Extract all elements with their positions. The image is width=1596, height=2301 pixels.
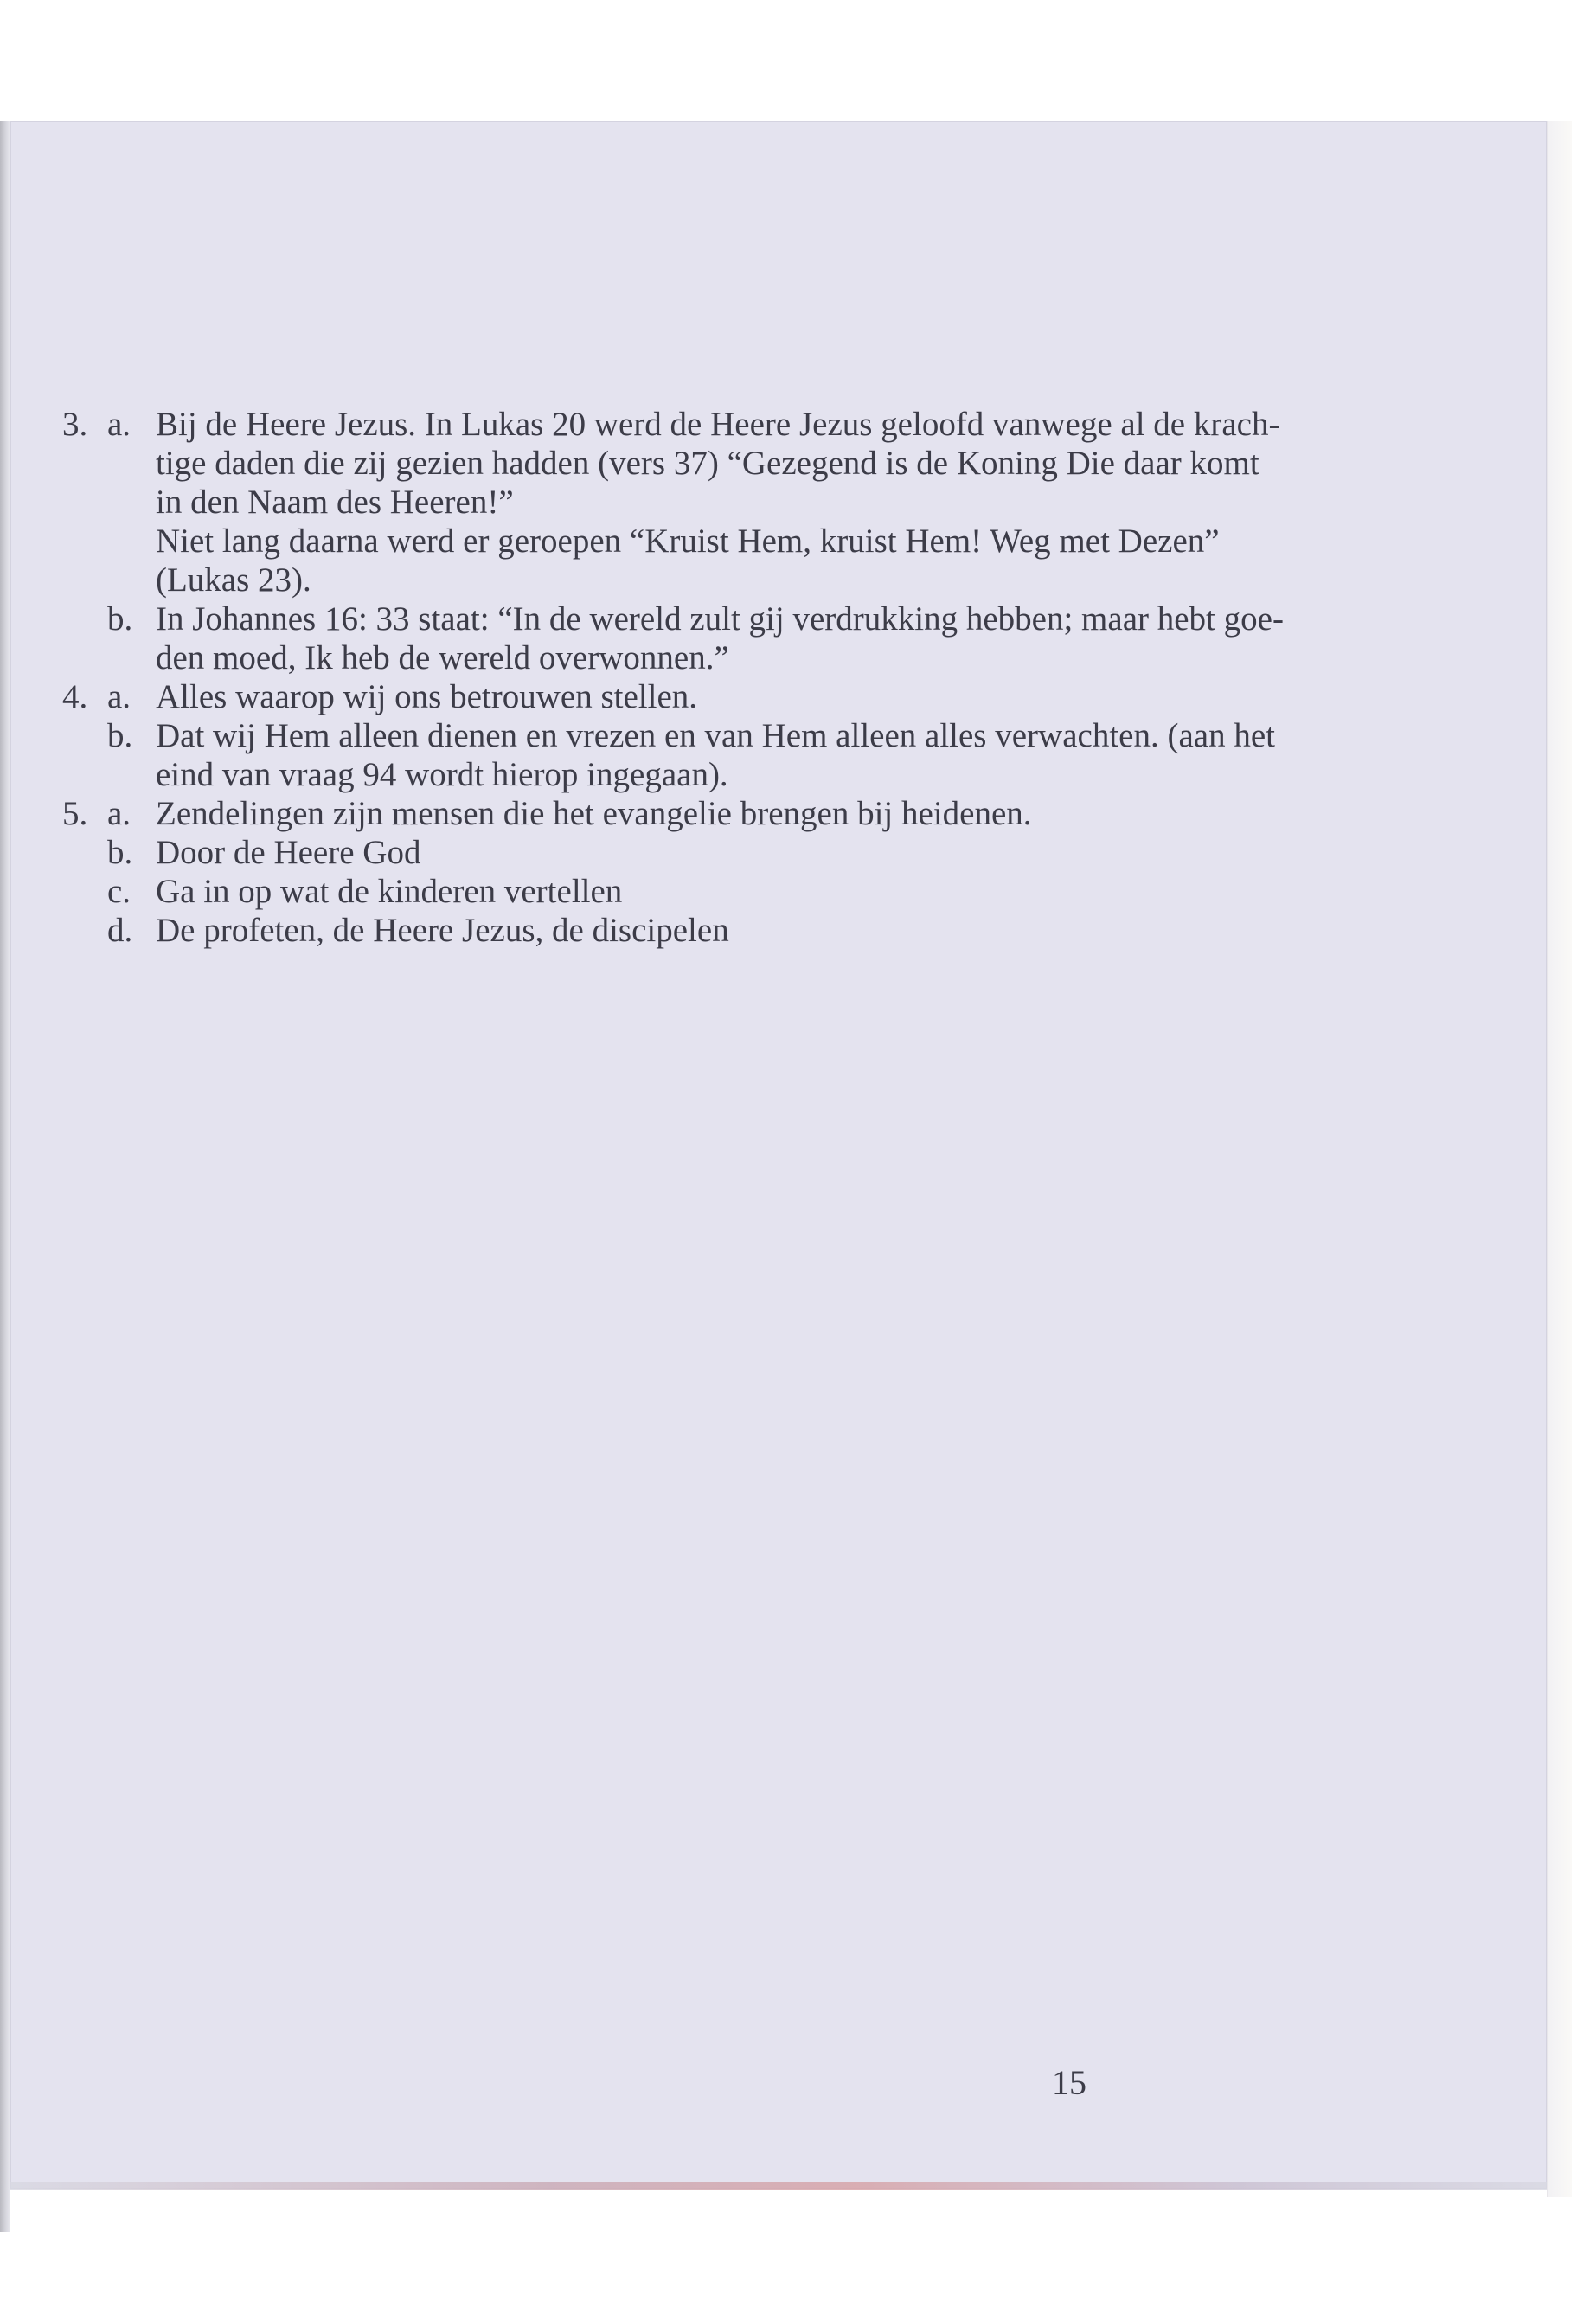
answer-text: Zendelingen zijn mensen die het evangelie brengen bij heidenen. (156, 795, 1032, 832)
answer-number: 5. (62, 795, 88, 832)
page-bottom-band (10, 2182, 1547, 2190)
answer-5a (62, 794, 1394, 833)
answer-text: Ga in op wat de kinderen vertellen (156, 873, 623, 910)
answer-letter: b. (107, 717, 133, 754)
answer-5b (62, 833, 1394, 872)
answer-text: Door de Heere God (156, 834, 421, 871)
answer-number: 3. (62, 406, 88, 443)
answer-5d (62, 911, 1394, 950)
answer-4a (62, 677, 1394, 716)
answer-number: 4. (62, 678, 88, 715)
answer-text: In Johannes 16: 33 staat: “In de wereld zult gij verdrukking hebben; maar hebt goe- den moed, Ik heb de wereld overwonnen.” (156, 600, 1284, 676)
answer-text: Bij de Heere Jezus. In Lukas 20 werd de Heere Jezus geloofd vanwege al de krach- tige daden die zij gezien hadden (vers 37) “Gezegend is de Koning Die daar komt in den Naam des Heeren!” Niet lang daarna werd er geroepen “Kruist Hem, kruist Hem! Weg met Dezen” (Lukas 23). (156, 406, 1280, 599)
answer-letter: b. (107, 834, 133, 871)
answer-letter: d. (107, 912, 133, 949)
answer-letter: a. (107, 678, 131, 715)
page-number: 15 (1052, 2063, 1086, 2102)
page-right-edge (1547, 121, 1572, 2197)
page-left-edge (0, 121, 10, 2232)
answer-3a (62, 405, 1394, 599)
answer-list (62, 405, 1394, 950)
answer-4b (62, 716, 1394, 794)
answer-5c (62, 872, 1394, 911)
answer-text: Dat wij Hem alleen dienen en vrezen en van Hem alleen alles verwachten. (aan het eind van vraag 94 wordt hierop ingegaan). (156, 717, 1275, 793)
answer-text: Alles waarop wij ons betrouwen stellen. (156, 678, 698, 715)
answer-letter: c. (107, 873, 131, 910)
answer-3b (62, 599, 1394, 677)
answer-letter: a. (107, 406, 131, 443)
answer-text: De profeten, de Heere Jezus, de discipelen (156, 912, 729, 949)
answer-letter: a. (107, 795, 131, 832)
answer-letter: b. (107, 600, 133, 638)
